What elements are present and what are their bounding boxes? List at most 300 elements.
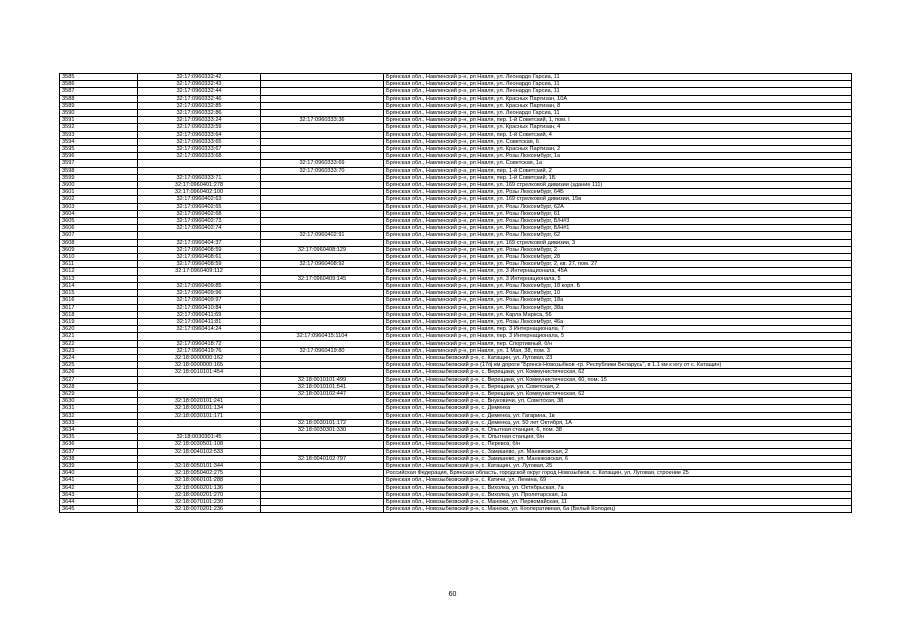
table-row bbox=[60, 506, 852, 513]
related-cadastral-number-cell bbox=[261, 462, 384, 469]
cadastral-number-cell bbox=[138, 376, 261, 383]
related-cadastral-number-cell bbox=[261, 146, 384, 153]
related-cadastral-number-cell: 32:18:0030101:172 bbox=[261, 419, 384, 426]
cadastral-number-cell bbox=[138, 275, 261, 282]
table-row bbox=[60, 254, 852, 261]
row-number-cell: 3634 bbox=[60, 426, 138, 433]
cadastral-number-cell: 32:17:0960411:69 bbox=[138, 311, 261, 318]
cadastral-number-cell: 32:17:0960333:24 bbox=[138, 117, 261, 124]
related-cadastral-number-cell: 32:18:0010101:499 bbox=[261, 376, 384, 383]
cadastral-number-cell: 32:17:0960409:112 bbox=[138, 268, 261, 275]
row-number-cell: 3622 bbox=[60, 340, 138, 347]
address-cell: Брянская обл., Навлинский р-н, рп Навля, ул. Розы Люксембург, 62 bbox=[384, 232, 852, 239]
address-cell: Брянская обл., Навлинский р-н, рп Навля, ул. Красных Партизан, 10А bbox=[384, 95, 852, 102]
cadastral-number-cell: 32:17:0960402:68 bbox=[138, 210, 261, 217]
address-cell: Брянская обл., Навлинский р-н, рп Навля, ул. 3 Интернационала, 5 bbox=[384, 275, 852, 282]
cadastral-number-cell: 32:17:0960402:73 bbox=[138, 218, 261, 225]
address-cell: Брянская обл., Навлинский р-н, рп Навля, ул. Леонардо Гарсиа, 11 bbox=[384, 74, 852, 81]
cadastral-number-cell bbox=[138, 455, 261, 462]
row-number-cell: 3603 bbox=[60, 203, 138, 210]
related-cadastral-number-cell: 32:18:0010102:447 bbox=[261, 390, 384, 397]
related-cadastral-number-cell bbox=[261, 405, 384, 412]
row-number-cell: 3643 bbox=[60, 491, 138, 498]
table-row bbox=[60, 434, 852, 441]
related-cadastral-number-cell: 32:18:0040102:797 bbox=[261, 455, 384, 462]
cadastral-number-cell bbox=[138, 232, 261, 239]
cadastral-number-cell: 32:18:0000000:165 bbox=[138, 362, 261, 369]
row-number-cell: 3604 bbox=[60, 210, 138, 217]
cadastral-number-cell bbox=[138, 333, 261, 340]
address-cell: Брянская обл., Навлинский р-н, рп Навля, ул. Розы Люксембург, 61 bbox=[384, 210, 852, 217]
row-number-cell: 3592 bbox=[60, 124, 138, 131]
cadastral-number-cell: 32:17:0960409:96 bbox=[138, 290, 261, 297]
related-cadastral-number-cell bbox=[261, 268, 384, 275]
table-row bbox=[60, 153, 852, 160]
row-number-cell: 3594 bbox=[60, 138, 138, 145]
address-cell: Брянская обл., Навлинский р-н, рп Навля, ул. 169 стрелковой дивизии, 15в bbox=[384, 196, 852, 203]
related-cadastral-number-cell bbox=[261, 174, 384, 181]
address-cell: Брянская обл., Навлинский р-н, рп Навля, пер. 1-й Советский, 2 bbox=[384, 167, 852, 174]
row-number-cell: 3632 bbox=[60, 412, 138, 419]
table-row bbox=[60, 110, 852, 117]
related-cadastral-number-cell bbox=[261, 254, 384, 261]
address-cell: Брянская обл., Новозыбковский р-н, с. Внуковичи, ул. Советская, 38 bbox=[384, 398, 852, 405]
address-cell: Брянская обл., Новозыбковский р-н, с. Верещаки, ул. Коммунистическая, 62 bbox=[384, 390, 852, 397]
address-cell: Брянская обл., Навлинский р-н, рп Навля, ул. Красных Партизан, 4 bbox=[384, 124, 852, 131]
row-number-cell: 3625 bbox=[60, 362, 138, 369]
row-number-cell: 3605 bbox=[60, 218, 138, 225]
table-row bbox=[60, 383, 852, 390]
cadastral-number-cell bbox=[138, 167, 261, 174]
table-row bbox=[60, 470, 852, 477]
address-cell: Брянская обл., Новозыбковский р-н (17ój км дороги "Брянск-Новозыбков -гр. Республики Беларусь", в 1.1 км к югу от с. Катащин) bbox=[384, 362, 852, 369]
cadastral-number-cell: 32:17:0960402:65 bbox=[138, 203, 261, 210]
row-number-cell: 3608 bbox=[60, 239, 138, 246]
address-cell: Брянская обл., Навлинский р-н, рп Навля, пер. Спортивный, б/н bbox=[384, 340, 852, 347]
related-cadastral-number-cell bbox=[261, 470, 384, 477]
cadastral-number-cell: 32:17:0960333:59 bbox=[138, 124, 261, 131]
related-cadastral-number-cell bbox=[261, 102, 384, 109]
address-cell: Брянская обл., Новозыбковский р-н, с. Верещаки, ул. Коммунистическая, 60, пом. 15 bbox=[384, 376, 852, 383]
registry-table-body bbox=[60, 74, 852, 513]
address-cell: Брянская обл., Навлинский р-н, рп Навля, ул. Розы Люксембург, 28 bbox=[384, 254, 852, 261]
related-cadastral-number-cell bbox=[261, 88, 384, 95]
cadastral-number-cell: 32:17:0960404:37 bbox=[138, 239, 261, 246]
cadastral-number-cell: 32:17:0960332:86 bbox=[138, 110, 261, 117]
row-number-cell: 3627 bbox=[60, 376, 138, 383]
row-number-cell: 3635 bbox=[60, 434, 138, 441]
related-cadastral-number-cell bbox=[261, 225, 384, 232]
address-cell: Брянская обл., Навлинский р-н, рп Навля, пер. 1-й Советский, 1, пом. I bbox=[384, 117, 852, 124]
row-number-cell: 3633 bbox=[60, 419, 138, 426]
cadastral-number-cell bbox=[138, 426, 261, 433]
address-cell: Брянская обл., Навлинский р-н, рп Навля, ул. Леонардо Гарсиа, 11 bbox=[384, 81, 852, 88]
row-number-cell: 3607 bbox=[60, 232, 138, 239]
cadastral-number-cell: 32:18:0060201:270 bbox=[138, 491, 261, 498]
table-row bbox=[60, 174, 852, 181]
related-cadastral-number-cell: 32:17:0960409:145 bbox=[261, 275, 384, 282]
row-number-cell: 3639 bbox=[60, 462, 138, 469]
address-cell: Брянская обл., Навлинский р-н, рп Навля, ул. Леонардо Гарсиа, 11 bbox=[384, 110, 852, 117]
related-cadastral-number-cell: 32:17:0960408:129 bbox=[261, 246, 384, 253]
related-cadastral-number-cell bbox=[261, 153, 384, 160]
address-cell: Российская Федерация, Брянская область, городской округ город Новозыбков, с. Катащин, ул. Луговая, строение 25 bbox=[384, 470, 852, 477]
address-cell: Брянская обл., Новозыбковский р-н, с. Катащин, ул. Луговая, 25 bbox=[384, 462, 852, 469]
table-row bbox=[60, 203, 852, 210]
cadastral-number-cell: 32:17:0960402:100 bbox=[138, 189, 261, 196]
row-number-cell: 3637 bbox=[60, 448, 138, 455]
cadastral-number-cell: 32:17:0960409:97 bbox=[138, 297, 261, 304]
table-row bbox=[60, 318, 852, 325]
row-number-cell: 3616 bbox=[60, 297, 138, 304]
cadastral-number-cell: 32:18:0070201:236 bbox=[138, 506, 261, 513]
address-cell: Брянская обл., Новозыбковский р-н, с. Вихолка, ул. Пролетарская, 1а bbox=[384, 491, 852, 498]
address-cell: Брянская обл., Новозыбковский р-н, с. Верещаки, ул. Советская, 2 bbox=[384, 383, 852, 390]
cadastral-number-cell: 32:17:0960333:65 bbox=[138, 138, 261, 145]
related-cadastral-number-cell bbox=[261, 318, 384, 325]
table-row bbox=[60, 347, 852, 354]
address-cell: Брянская обл., Новозыбковский р-н, с. Катащин, ул. Луговая, 23 bbox=[384, 354, 852, 361]
row-number-cell: 3609 bbox=[60, 246, 138, 253]
row-number-cell: 3586 bbox=[60, 81, 138, 88]
cadastral-number-cell: 32:18:0030101:134 bbox=[138, 405, 261, 412]
related-cadastral-number-cell bbox=[261, 354, 384, 361]
cadastral-number-cell: 32:17:0960333:67 bbox=[138, 146, 261, 153]
cadastral-number-cell: 32:17:0960414:24 bbox=[138, 326, 261, 333]
table-row bbox=[60, 239, 852, 246]
cadastral-number-cell: 32:17:0960409:85 bbox=[138, 282, 261, 289]
related-cadastral-number-cell bbox=[261, 239, 384, 246]
row-number-cell: 3638 bbox=[60, 455, 138, 462]
table-row bbox=[60, 398, 852, 405]
cadastral-number-cell bbox=[138, 383, 261, 390]
address-cell: Брянская обл., Навлинский р-н, рп Навля, ул. Розы Люксембург, 64Б bbox=[384, 189, 852, 196]
row-number-cell: 3588 bbox=[60, 95, 138, 102]
cadastral-number-cell: 32:18:0050402:275 bbox=[138, 470, 261, 477]
table-row bbox=[60, 275, 852, 282]
cadastral-number-cell: 32:17:0960332:46 bbox=[138, 95, 261, 102]
address-cell: Брянская обл., Новозыбковский р-н, с. Верещаки, ул. Коммунистическая, 62 bbox=[384, 369, 852, 376]
related-cadastral-number-cell: 32:17:0960333:36 bbox=[261, 117, 384, 124]
related-cadastral-number-cell bbox=[261, 311, 384, 318]
cadastral-number-cell: 32:17:0960410:84 bbox=[138, 304, 261, 311]
address-cell: Брянская обл., Навлинский р-н, рп Навля, ул. 3 Интернационала, 45А bbox=[384, 268, 852, 275]
table-row bbox=[60, 246, 852, 253]
cadastral-number-cell: 32:18:0040102:533 bbox=[138, 448, 261, 455]
address-cell: Брянская обл., Навлинский р-н, рп Навля, ул. Леонардо Гарсиа, 11 bbox=[384, 88, 852, 95]
related-cadastral-number-cell bbox=[261, 182, 384, 189]
address-cell: Брянская обл., Новозыбковский р-н, с. Замишево, ул. Манюковская, 6 bbox=[384, 455, 852, 462]
related-cadastral-number-cell bbox=[261, 297, 384, 304]
related-cadastral-number-cell bbox=[261, 282, 384, 289]
table-row bbox=[60, 182, 852, 189]
row-number-cell: 3619 bbox=[60, 318, 138, 325]
row-number-cell: 3631 bbox=[60, 405, 138, 412]
address-cell: Брянская обл., Навлинский р-н, рп Навля, ул. Розы Люксембург, 18а bbox=[384, 297, 852, 304]
table-row bbox=[60, 282, 852, 289]
table-row bbox=[60, 225, 852, 232]
table-row bbox=[60, 455, 852, 462]
related-cadastral-number-cell bbox=[261, 326, 384, 333]
related-cadastral-number-cell bbox=[261, 448, 384, 455]
cadastral-number-cell: 32:18:0050101:344 bbox=[138, 462, 261, 469]
cadastral-number-cell: 32:18:0030501:108 bbox=[138, 441, 261, 448]
table-row bbox=[60, 117, 852, 124]
related-cadastral-number-cell bbox=[261, 81, 384, 88]
address-cell: Брянская обл., Новозыбковский р-н, п. Опытная станция, б/н bbox=[384, 434, 852, 441]
cadastral-number-cell: 32:17:0960408:59 bbox=[138, 261, 261, 268]
row-number-cell: 3640 bbox=[60, 470, 138, 477]
row-number-cell: 3636 bbox=[60, 441, 138, 448]
table-row bbox=[60, 484, 852, 491]
cadastral-number-cell: 32:17:0960408:61 bbox=[138, 254, 261, 261]
row-number-cell: 3597 bbox=[60, 160, 138, 167]
table-row bbox=[60, 138, 852, 145]
table-row bbox=[60, 405, 852, 412]
address-cell: Брянская обл., Навлинский р-н, рп Навля, ул. Розы Люксембург, Б/Н#1 bbox=[384, 225, 852, 232]
row-number-cell: 3630 bbox=[60, 398, 138, 405]
table-row bbox=[60, 369, 852, 376]
row-number-cell: 3615 bbox=[60, 290, 138, 297]
row-number-cell: 3606 bbox=[60, 225, 138, 232]
related-cadastral-number-cell: 32:17:0960333:69 bbox=[261, 160, 384, 167]
related-cadastral-number-cell: 32:17:0960415:1104 bbox=[261, 333, 384, 340]
table-row bbox=[60, 102, 852, 109]
row-number-cell: 3617 bbox=[60, 304, 138, 311]
table-row bbox=[60, 88, 852, 95]
row-number-cell: 3602 bbox=[60, 196, 138, 203]
row-number-cell: 3598 bbox=[60, 167, 138, 174]
row-number-cell: 3593 bbox=[60, 131, 138, 138]
table-row bbox=[60, 498, 852, 505]
row-number-cell: 3621 bbox=[60, 333, 138, 340]
cadastral-number-cell: 32:18:0070101:230 bbox=[138, 498, 261, 505]
cadastral-number-cell: 32:18:0060201:136 bbox=[138, 484, 261, 491]
row-number-cell: 3610 bbox=[60, 254, 138, 261]
table-row bbox=[60, 441, 852, 448]
address-cell: Брянская обл., Навлинский р-н, рп Навля, ул. Розы Люксембург, Б/Н#3 bbox=[384, 218, 852, 225]
address-cell: Брянская обл., Навлинский р-н, рп Навля, пер. 1-й Советский, 4 bbox=[384, 131, 852, 138]
address-cell: Брянская обл., Навлинский р-н, рп Навля, ул. Красных Партизан, 2 bbox=[384, 146, 852, 153]
related-cadastral-number-cell bbox=[261, 74, 384, 81]
table-row bbox=[60, 376, 852, 383]
table-row bbox=[60, 95, 852, 102]
row-number-cell: 3642 bbox=[60, 484, 138, 491]
table-row bbox=[60, 218, 852, 225]
cadastral-number-cell: 32:17:0960333:64 bbox=[138, 131, 261, 138]
related-cadastral-number-cell bbox=[261, 498, 384, 505]
related-cadastral-number-cell bbox=[261, 131, 384, 138]
registry-table bbox=[59, 73, 852, 513]
related-cadastral-number-cell bbox=[261, 290, 384, 297]
related-cadastral-number-cell: 32:17:0960408:92 bbox=[261, 261, 384, 268]
related-cadastral-number-cell bbox=[261, 138, 384, 145]
related-cadastral-number-cell bbox=[261, 506, 384, 513]
cadastral-number-cell: 32:17:0960402:74 bbox=[138, 225, 261, 232]
address-cell: Брянская обл., Навлинский р-н, рп Навля, ул. Розы Люксембург, 2, кв. 27, пом. 27 bbox=[384, 261, 852, 268]
address-cell: Брянская обл., Навлинский р-н, рп Навля, ул. 1 Мая, 38, пом. 3 bbox=[384, 347, 852, 354]
row-number-cell: 3596 bbox=[60, 153, 138, 160]
related-cadastral-number-cell: 32:18:0030301:330 bbox=[261, 426, 384, 433]
cadastral-number-cell: 32:18:0030101:171 bbox=[138, 412, 261, 419]
cadastral-number-cell: 32:18:0010101:454 bbox=[138, 369, 261, 376]
address-cell: Брянская обл., Навлинский р-н, рп Навля, ул. Карла Маркса, 56 bbox=[384, 311, 852, 318]
row-number-cell: 3624 bbox=[60, 354, 138, 361]
address-cell: Брянская обл., Новозыбковский р-н, с. Перевоз, б/н bbox=[384, 441, 852, 448]
row-number-cell: 3618 bbox=[60, 311, 138, 318]
related-cadastral-number-cell bbox=[261, 412, 384, 419]
row-number-cell: 3629 bbox=[60, 390, 138, 397]
related-cadastral-number-cell bbox=[261, 124, 384, 131]
cadastral-number-cell: 32:17:0960333:71 bbox=[138, 174, 261, 181]
table-row bbox=[60, 412, 852, 419]
row-number-cell: 3614 bbox=[60, 282, 138, 289]
row-number-cell: 3644 bbox=[60, 498, 138, 505]
table-row bbox=[60, 261, 852, 268]
address-cell: Брянская обл., Навлинский р-н, рп Навля, ул. Розы Люксембург, 38а bbox=[384, 304, 852, 311]
cadastral-number-cell bbox=[138, 419, 261, 426]
table-row bbox=[60, 311, 852, 318]
related-cadastral-number-cell bbox=[261, 218, 384, 225]
related-cadastral-number-cell: 32:17:0960333:70 bbox=[261, 167, 384, 174]
table-row bbox=[60, 333, 852, 340]
related-cadastral-number-cell: 32:18:0010101:541 bbox=[261, 383, 384, 390]
related-cadastral-number-cell bbox=[261, 196, 384, 203]
related-cadastral-number-cell bbox=[261, 304, 384, 311]
table-row bbox=[60, 74, 852, 81]
table-row bbox=[60, 426, 852, 433]
address-cell: Брянская обл., Навлинский р-н, рп Навля, ул. Советская, 1а bbox=[384, 160, 852, 167]
cadastral-number-cell bbox=[138, 160, 261, 167]
address-cell: Брянская обл., Новозыбковский р-н, с. Вихолка, ул. Октябрьская, 7а bbox=[384, 484, 852, 491]
table-row bbox=[60, 326, 852, 333]
address-cell: Брянская обл., Навлинский р-н, рп Навля, ул. Розы Люксембург, 1а bbox=[384, 153, 852, 160]
cadastral-number-cell bbox=[138, 390, 261, 397]
address-cell: Брянская обл., Навлинский р-н, рп Навля, пер. 3 Интернационала, 7 bbox=[384, 326, 852, 333]
address-cell: Брянская обл., Новозыбковский р-н, с. Манюки, ул. Кооперативная, 6а (Белый Колодец) bbox=[384, 506, 852, 513]
cadastral-number-cell: 32:17:0960333:68 bbox=[138, 153, 261, 160]
address-cell: Брянская обл., Навлинский р-н, рп Навля, ул. Розы Люксембург, 18 корп. Б bbox=[384, 282, 852, 289]
cadastral-number-cell: 32:17:0960418:72 bbox=[138, 340, 261, 347]
related-cadastral-number-cell: 32:17:0960419:80 bbox=[261, 347, 384, 354]
row-number-cell: 3589 bbox=[60, 102, 138, 109]
table-row bbox=[60, 462, 852, 469]
table-row bbox=[60, 160, 852, 167]
address-cell: Брянская обл., Новозыбковский р-н, п. Опытная станция, 6, пом. 38 bbox=[384, 426, 852, 433]
related-cadastral-number-cell bbox=[261, 362, 384, 369]
row-number-cell: 3590 bbox=[60, 110, 138, 117]
address-cell: Брянская обл., Навлинский р-н, рп Навля, ул. Розы Люксембург, 2 bbox=[384, 246, 852, 253]
table-row bbox=[60, 268, 852, 275]
row-number-cell: 3599 bbox=[60, 174, 138, 181]
address-cell: Брянская обл., Новозыбковский р-н, с. Замишево, ул. Манюковская, 2 bbox=[384, 448, 852, 455]
table-row bbox=[60, 340, 852, 347]
address-cell: Брянская обл., Новозыбковский р-н, с. Катичи, ул. Ленина, 69 bbox=[384, 477, 852, 484]
address-cell: Брянская обл., Навлинский р-н, рп Навля, ул. Розы Люксембург, 46а bbox=[384, 318, 852, 325]
cadastral-number-cell: 32:17:0960402:63 bbox=[138, 196, 261, 203]
address-cell: Брянская обл., Новозыбковский р-н, с. Деменка bbox=[384, 405, 852, 412]
cadastral-number-cell: 32:18:0000000:162 bbox=[138, 354, 261, 361]
cadastral-number-cell: 32:17:0960408:59 bbox=[138, 246, 261, 253]
address-cell: Брянская обл., Навлинский р-н, рп Навля, ул. 169 стрелковой дивизии (здание 111) bbox=[384, 182, 852, 189]
related-cadastral-number-cell: 32:17:0960402:91 bbox=[261, 232, 384, 239]
row-number-cell: 3613 bbox=[60, 275, 138, 282]
cadastral-number-cell: 32:18:0020101:241 bbox=[138, 398, 261, 405]
address-cell: Брянская обл., Новозыбковский р-н, с. Деменка, ул. 50 лет Октября, 1А bbox=[384, 419, 852, 426]
table-row bbox=[60, 146, 852, 153]
table-row bbox=[60, 189, 852, 196]
table-row bbox=[60, 81, 852, 88]
table-row bbox=[60, 290, 852, 297]
table-row bbox=[60, 210, 852, 217]
table-row bbox=[60, 232, 852, 239]
cadastral-number-cell: 32:18:0030301:45 bbox=[138, 434, 261, 441]
row-number-cell: 3620 bbox=[60, 326, 138, 333]
cadastral-number-cell: 32:17:0960411:81 bbox=[138, 318, 261, 325]
table-row bbox=[60, 477, 852, 484]
row-number-cell: 3645 bbox=[60, 506, 138, 513]
row-number-cell: 3641 bbox=[60, 477, 138, 484]
row-number-cell: 3612 bbox=[60, 268, 138, 275]
related-cadastral-number-cell bbox=[261, 434, 384, 441]
table-row bbox=[60, 448, 852, 455]
related-cadastral-number-cell bbox=[261, 95, 384, 102]
cadastral-number-cell: 32:18:0060101:288 bbox=[138, 477, 261, 484]
related-cadastral-number-cell bbox=[261, 340, 384, 347]
row-number-cell: 3611 bbox=[60, 261, 138, 268]
address-cell: Брянская обл., Новозыбковский р-н, с. Манюки, ул. Первомайская, 11 bbox=[384, 498, 852, 505]
related-cadastral-number-cell bbox=[261, 110, 384, 117]
related-cadastral-number-cell bbox=[261, 491, 384, 498]
address-cell: Брянская обл., Навлинский р-н, рп Навля, ул. Советская, 6 bbox=[384, 138, 852, 145]
related-cadastral-number-cell bbox=[261, 203, 384, 210]
table-row bbox=[60, 491, 852, 498]
cadastral-number-cell: 32:17:0960419:76 bbox=[138, 347, 261, 354]
row-number-cell: 3585 bbox=[60, 74, 138, 81]
table-row bbox=[60, 297, 852, 304]
address-cell: Брянская обл., Навлинский р-н, рп Навля, ул. Розы Люксембург, 10 bbox=[384, 290, 852, 297]
related-cadastral-number-cell bbox=[261, 210, 384, 217]
row-number-cell: 3587 bbox=[60, 88, 138, 95]
address-cell: Брянская обл., Новозыбковский р-н, с. Деменка, ул. Гагарина, 1в bbox=[384, 412, 852, 419]
table-row bbox=[60, 419, 852, 426]
table-row bbox=[60, 362, 852, 369]
table-row bbox=[60, 196, 852, 203]
row-number-cell: 3595 bbox=[60, 146, 138, 153]
related-cadastral-number-cell bbox=[261, 189, 384, 196]
table-row bbox=[60, 167, 852, 174]
page-number: 60 bbox=[448, 591, 457, 598]
address-cell: Брянская обл., Навлинский р-н, рп Навля, ул. Красных Партизан, 8 bbox=[384, 102, 852, 109]
row-number-cell: 3591 bbox=[60, 117, 138, 124]
row-number-cell: 3626 bbox=[60, 369, 138, 376]
cadastral-number-cell: 32:17:0960332:85 bbox=[138, 102, 261, 109]
related-cadastral-number-cell bbox=[261, 484, 384, 491]
related-cadastral-number-cell bbox=[261, 398, 384, 405]
cadastral-number-cell: 32:17:0960332:43 bbox=[138, 81, 261, 88]
cadastral-number-cell: 32:17:0960332:42 bbox=[138, 74, 261, 81]
row-number-cell: 3628 bbox=[60, 383, 138, 390]
table-row bbox=[60, 390, 852, 397]
row-number-cell: 3600 bbox=[60, 182, 138, 189]
address-cell: Брянская обл., Навлинский р-н, рп Навля, пер. 3 Интернационала, 5 bbox=[384, 333, 852, 340]
related-cadastral-number-cell bbox=[261, 441, 384, 448]
address-cell: Брянская обл., Навлинский р-н, рп Навля, ул. Розы Люксембург, 62А bbox=[384, 203, 852, 210]
row-number-cell: 3601 bbox=[60, 189, 138, 196]
table-row bbox=[60, 131, 852, 138]
table-row bbox=[60, 304, 852, 311]
row-number-cell: 3623 bbox=[60, 347, 138, 354]
